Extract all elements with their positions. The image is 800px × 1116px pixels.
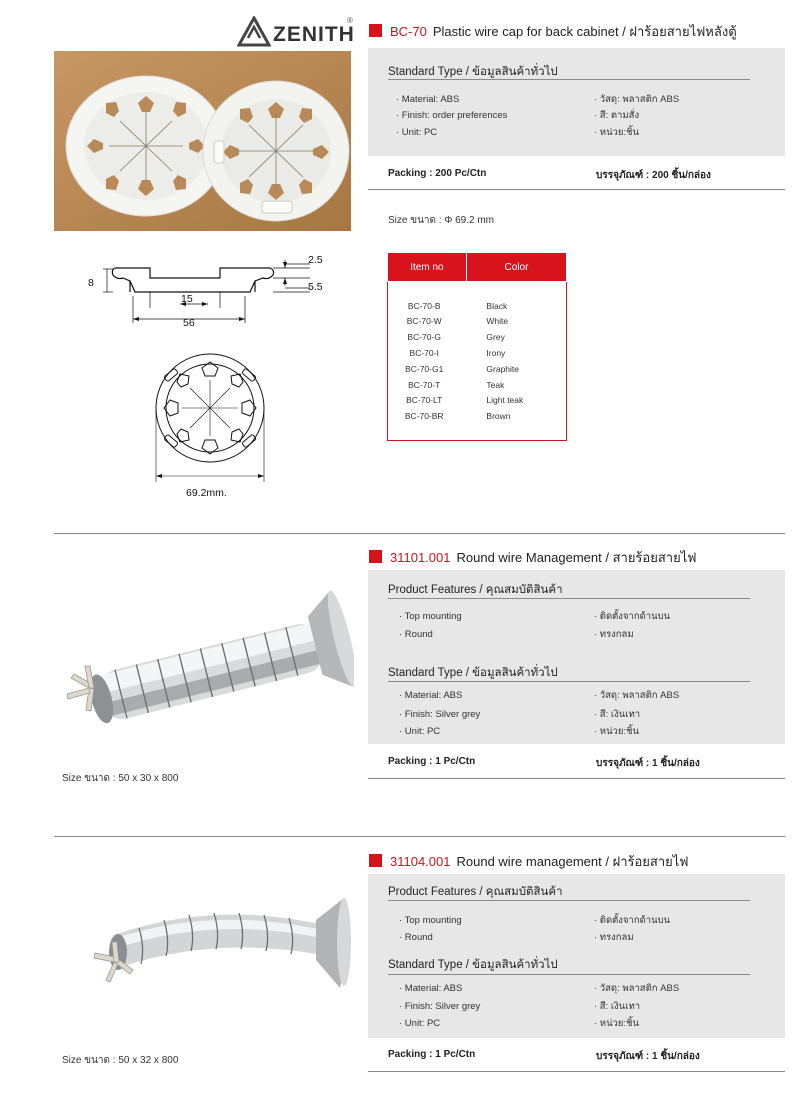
divider	[388, 598, 750, 599]
table-cell: BC-70-G1	[405, 363, 444, 374]
table-row	[388, 298, 567, 314]
divider	[368, 778, 785, 779]
panel-title: Standard Type / ข้อมูลสินค้าทั่วไป	[388, 66, 558, 78]
red-square-icon	[369, 24, 382, 37]
spec-item-th: · วัสดุ: พลาสติก ABS	[594, 94, 680, 105]
table-header: Item no	[388, 253, 467, 282]
product-photo-wire-management-bent	[54, 880, 354, 1010]
dim-label: 2.5	[308, 254, 323, 266]
packing-th: บรรจุภัณฑ์ : 200 ชิ้น/กล่อง	[596, 170, 711, 181]
spec-item-th: · หน่วย:ชิ้น	[594, 726, 640, 737]
spec-item: · Material: ABS	[399, 983, 463, 994]
product-panel	[368, 874, 785, 1038]
red-square-icon	[369, 854, 382, 867]
panel-title: Product Features / คุณสมบัติสินค้า	[388, 886, 563, 898]
feature-item-th: · ทรงกลม	[594, 932, 634, 943]
table-row	[388, 424, 567, 440]
spec-item: · Material: ABS	[399, 690, 463, 701]
section-divider	[54, 533, 785, 534]
product-heading	[369, 547, 696, 568]
section-divider	[54, 836, 785, 837]
product-title: Round wire management / ฝาร้อยสายไฟ	[456, 854, 689, 869]
packing-en: Packing : 200 Pc/Ctn	[388, 168, 487, 179]
spec-item: · Finish: Silver grey	[399, 1001, 481, 1012]
product-title: Plastic wire cap for back cabinet / ฝาร้อยสายไฟหลังตู้	[432, 24, 737, 39]
dim-label: 15	[181, 293, 193, 305]
divider	[388, 900, 750, 901]
divider	[388, 681, 750, 682]
table-row	[388, 408, 567, 424]
table-cell: BC-70-G	[407, 332, 441, 343]
table-row	[388, 282, 567, 298]
table-header: Color	[466, 253, 566, 282]
top-view-drawing	[140, 350, 280, 485]
table-cell: BC-70-T	[408, 379, 441, 390]
logo-triangle-icon	[237, 16, 271, 48]
packing-en: Packing : 1 Pc/Ctn	[388, 1049, 476, 1060]
divider	[368, 189, 785, 190]
product-heading	[369, 851, 689, 872]
feature-item: · Round	[399, 629, 433, 640]
color-table	[387, 252, 567, 441]
divider	[388, 79, 750, 80]
registered-mark: ®	[347, 16, 353, 25]
table-cell: Black	[486, 300, 508, 311]
red-square-icon	[369, 550, 382, 563]
table-cell: BC-70-B	[407, 300, 441, 311]
product-photo-wire-management	[54, 578, 354, 748]
table-cell: Graphite	[486, 363, 520, 374]
spec-item: · Unit: PC	[399, 726, 441, 737]
table-row	[388, 377, 567, 393]
divider	[368, 1071, 785, 1072]
table-row	[388, 345, 567, 361]
dim-label: 5.5	[308, 281, 323, 293]
size-label: Size ขนาด : Φ 69.2 mm	[388, 215, 495, 226]
logo-wordmark: ZENITH	[273, 23, 355, 46]
packing-th: บรรจุภัณฑ์ : 1 ชิ้น/กล่อง	[596, 758, 700, 769]
feature-item-th: · ติดตั้งจากด้านบน	[594, 915, 671, 926]
spec-item-th: · หน่วย:ชิ้น	[594, 127, 640, 138]
spec-item-th: · วัสดุ: พลาสติก ABS	[594, 983, 680, 994]
feature-item-th: · ทรงกลม	[594, 629, 634, 640]
table-cell: Irony	[486, 348, 506, 359]
panel-title: Standard Type / ข้อมูลสินค้าทั่วไป	[388, 667, 558, 679]
standard-type-panel	[368, 48, 785, 156]
table-cell: Light teak	[486, 395, 524, 406]
table-row	[388, 329, 567, 345]
product-panel	[368, 570, 785, 744]
profile-drawing	[85, 248, 335, 333]
size-label: Size ขนาด : 50 x 30 x 800	[62, 773, 179, 784]
table-cell: BC-70-W	[406, 316, 442, 327]
spec-item: · Unit: PC	[399, 1018, 441, 1029]
product-code: BC-70	[390, 24, 427, 39]
product-code: 31101.001	[390, 550, 451, 565]
spec-item-th: · สี: เงินเทา	[594, 709, 641, 720]
table-cell: BC-70-LT	[406, 395, 443, 406]
feature-item-th: · ติดตั้งจากด้านบน	[594, 611, 671, 622]
table-row	[388, 361, 567, 377]
feature-item: · Top mounting	[399, 915, 462, 926]
dim-label: 8	[88, 277, 94, 289]
table-cell: Brown	[486, 411, 511, 422]
spec-item: · Material: ABS	[396, 94, 460, 105]
zenith-logo	[237, 16, 355, 50]
table-cell: BC-70-I	[409, 348, 439, 359]
packing-th: บรรจุภัณฑ์ : 1 ชิ้น/กล่อง	[596, 1051, 700, 1062]
feature-item: · Round	[399, 932, 433, 943]
dim-label: 69.2mm.	[186, 487, 227, 499]
spec-item: · Unit: PC	[396, 127, 438, 138]
panel-title: Standard Type / ข้อมูลสินค้าทั่วไป	[388, 959, 558, 971]
table-cell: Teak	[486, 379, 505, 390]
product-heading	[369, 21, 737, 42]
feature-item: · Top mounting	[399, 611, 462, 622]
table-row	[388, 393, 567, 409]
table-row	[388, 314, 567, 330]
dim-label: 56	[183, 317, 195, 329]
spec-item: · Finish: Silver grey	[399, 709, 481, 720]
packing-en: Packing : 1 Pc/Ctn	[388, 756, 476, 767]
table-cell: Grey	[486, 332, 505, 343]
spec-item-th: · สี: ตามสั่ง	[594, 110, 640, 121]
spec-item-th: · สี: เงินเทา	[594, 1001, 641, 1012]
product-title: Round wire Management / สายร้อยสายไฟ	[456, 550, 697, 565]
product-photo-wire-caps	[54, 51, 351, 231]
spec-item-th: · หน่วย:ชิ้น	[594, 1018, 640, 1029]
divider	[388, 974, 750, 975]
spec-item-th: · วัสดุ: พลาสติก ABS	[594, 690, 680, 701]
spec-item: · Finish: order preferences	[396, 110, 508, 121]
product-code: 31104.001	[390, 854, 451, 869]
table-cell: White	[486, 316, 509, 327]
panel-title: Product Features / คุณสมบัติสินค้า	[388, 584, 563, 596]
size-label: Size ขนาด : 50 x 32 x 800	[62, 1055, 179, 1066]
table-cell: BC-70-BR	[404, 411, 444, 422]
